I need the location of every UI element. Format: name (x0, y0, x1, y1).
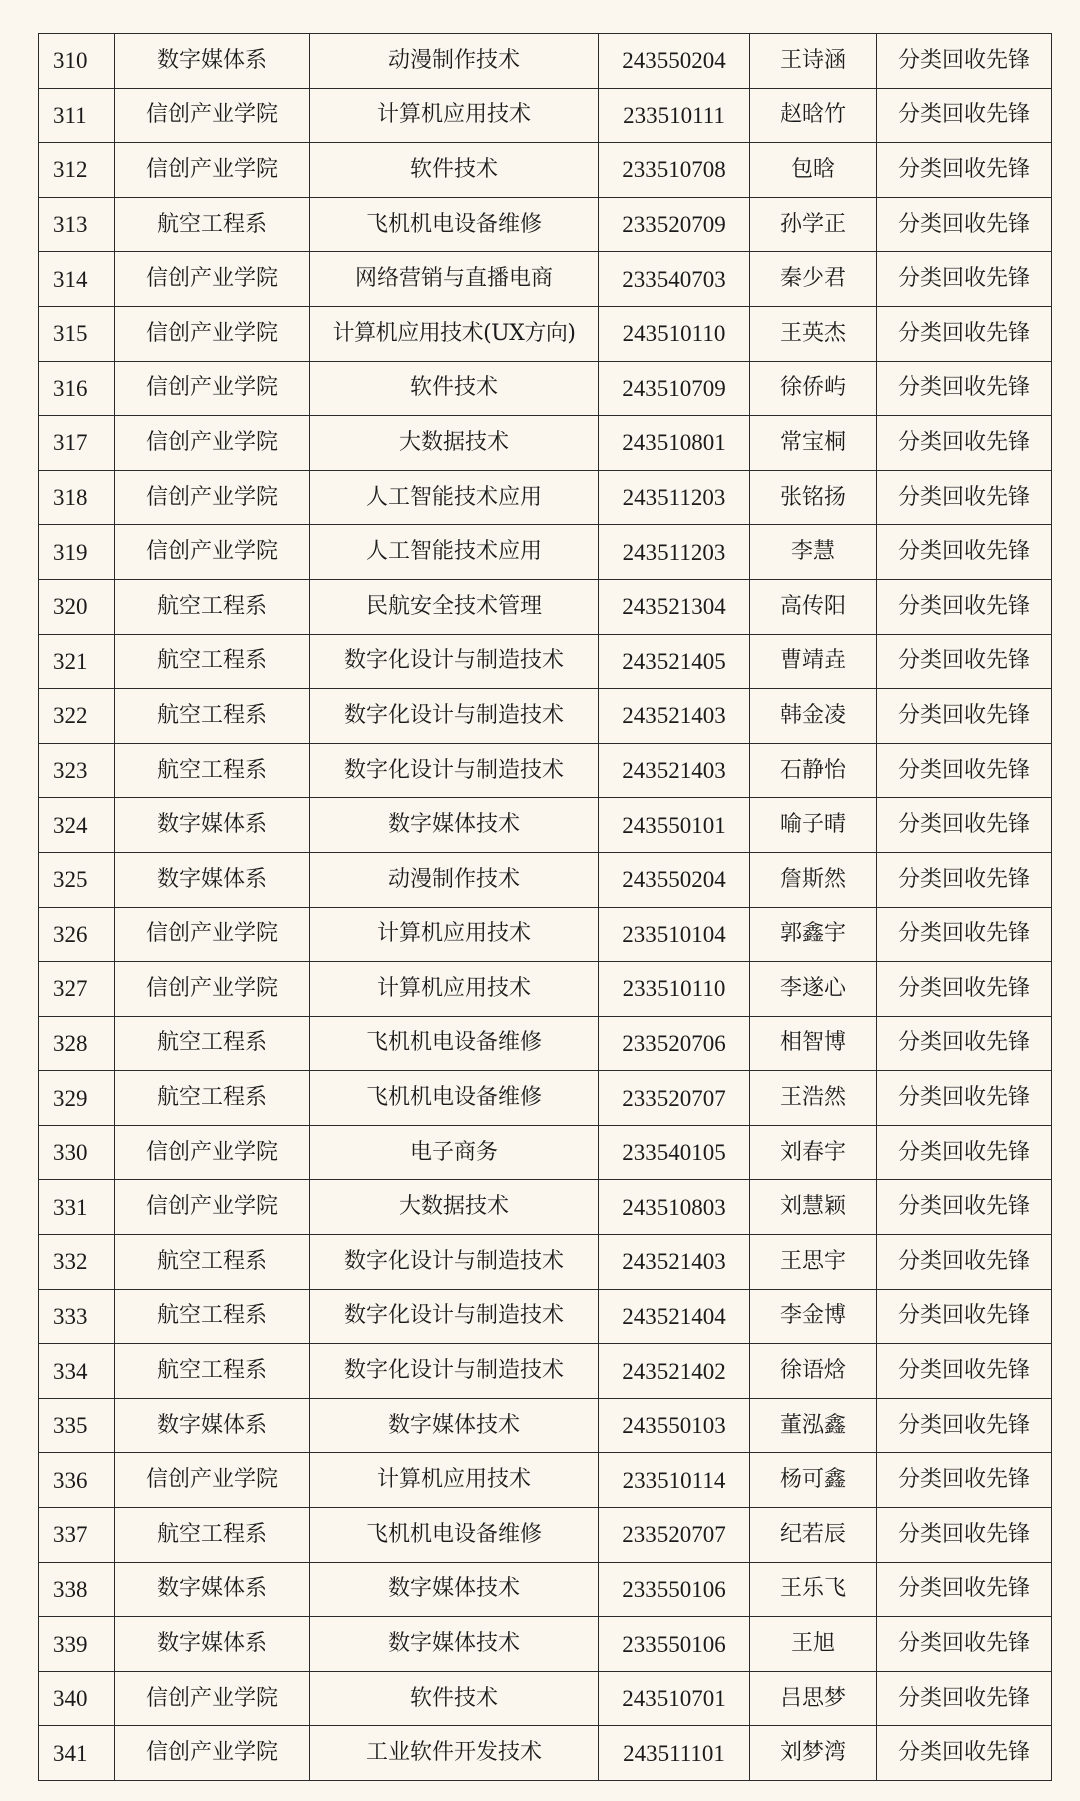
cell-student-name: 李遂心 (750, 962, 877, 1017)
table-row (39, 1726, 1052, 1781)
table-row (39, 907, 1052, 962)
cell-award: 分类回收先锋 (877, 143, 1052, 198)
cell-class-id: 233540105 (599, 1125, 750, 1180)
cell-department: 航空工程系 (115, 634, 310, 689)
cell-major: 计算机应用技术(UX方向) (310, 306, 599, 361)
cell-class-id: 243521304 (599, 579, 750, 634)
cell-student-name: 孙学正 (750, 197, 877, 252)
cell-class-id: 233510708 (599, 143, 750, 198)
cell-class-id: 233550106 (599, 1562, 750, 1617)
cell-award: 分类回收先锋 (877, 689, 1052, 744)
cell-class-id: 233520707 (599, 1508, 750, 1563)
table-row (39, 852, 1052, 907)
cell-student-name: 刘梦湾 (750, 1726, 877, 1781)
cell-award: 分类回收先锋 (877, 34, 1052, 89)
cell-serial-number: 322 (39, 689, 115, 744)
cell-class-id: 233520709 (599, 197, 750, 252)
cell-serial-number: 338 (39, 1562, 115, 1617)
cell-class-id: 243511101 (599, 1726, 750, 1781)
cell-major: 计算机应用技术 (310, 962, 599, 1017)
cell-class-id: 243511203 (599, 470, 750, 525)
cell-serial-number: 340 (39, 1671, 115, 1726)
cell-student-name: 王诗涵 (750, 34, 877, 89)
cell-department: 航空工程系 (115, 197, 310, 252)
award-roster-table (38, 33, 1052, 1781)
cell-student-name: 詹斯然 (750, 852, 877, 907)
cell-serial-number: 317 (39, 416, 115, 471)
table-row (39, 1508, 1052, 1563)
cell-department: 信创产业学院 (115, 1180, 310, 1235)
cell-student-name: 刘慧颖 (750, 1180, 877, 1235)
table-row (39, 1344, 1052, 1399)
cell-major: 大数据技术 (310, 416, 599, 471)
cell-class-id: 243510709 (599, 361, 750, 416)
cell-serial-number: 341 (39, 1726, 115, 1781)
cell-major: 网络营销与直播电商 (310, 252, 599, 307)
cell-department: 数字媒体系 (115, 1617, 310, 1672)
cell-award: 分类回收先锋 (877, 743, 1052, 798)
cell-student-name: 李慧 (750, 525, 877, 580)
cell-class-id: 233510110 (599, 962, 750, 1017)
table-row (39, 689, 1052, 744)
cell-class-id: 243521403 (599, 689, 750, 744)
cell-award: 分类回收先锋 (877, 579, 1052, 634)
cell-major: 飞机机电设备维修 (310, 197, 599, 252)
cell-department: 信创产业学院 (115, 416, 310, 471)
cell-award: 分类回收先锋 (877, 1562, 1052, 1617)
cell-award: 分类回收先锋 (877, 1235, 1052, 1290)
cell-department: 航空工程系 (115, 1289, 310, 1344)
cell-award: 分类回收先锋 (877, 1071, 1052, 1126)
table-row (39, 197, 1052, 252)
cell-major: 数字化设计与制造技术 (310, 1344, 599, 1399)
cell-student-name: 韩金凌 (750, 689, 877, 744)
cell-department: 数字媒体系 (115, 1562, 310, 1617)
cell-class-id: 243511203 (599, 525, 750, 580)
cell-department: 航空工程系 (115, 579, 310, 634)
cell-class-id: 243510801 (599, 416, 750, 471)
cell-major: 数字媒体技术 (310, 1398, 599, 1453)
cell-class-id: 243521403 (599, 743, 750, 798)
cell-award: 分类回收先锋 (877, 634, 1052, 689)
cell-serial-number: 334 (39, 1344, 115, 1399)
cell-award: 分类回收先锋 (877, 1671, 1052, 1726)
table-row (39, 1180, 1052, 1235)
cell-student-name: 郭鑫宇 (750, 907, 877, 962)
cell-department: 航空工程系 (115, 1508, 310, 1563)
roster-body (39, 34, 1052, 1781)
cell-serial-number: 311 (39, 88, 115, 143)
cell-award: 分类回收先锋 (877, 1398, 1052, 1453)
cell-serial-number: 315 (39, 306, 115, 361)
cell-serial-number: 337 (39, 1508, 115, 1563)
cell-award: 分类回收先锋 (877, 907, 1052, 962)
cell-serial-number: 331 (39, 1180, 115, 1235)
cell-major: 计算机应用技术 (310, 88, 599, 143)
cell-award: 分类回收先锋 (877, 1289, 1052, 1344)
cell-serial-number: 336 (39, 1453, 115, 1508)
cell-student-name: 王乐飞 (750, 1562, 877, 1617)
table-row (39, 143, 1052, 198)
cell-department: 信创产业学院 (115, 907, 310, 962)
table-row (39, 798, 1052, 853)
cell-student-name: 常宝桐 (750, 416, 877, 471)
cell-class-id: 233510104 (599, 907, 750, 962)
cell-award: 分类回收先锋 (877, 1453, 1052, 1508)
cell-class-id: 243521404 (599, 1289, 750, 1344)
cell-major: 数字化设计与制造技术 (310, 689, 599, 744)
cell-student-name: 王英杰 (750, 306, 877, 361)
cell-major: 数字媒体技术 (310, 1617, 599, 1672)
cell-serial-number: 326 (39, 907, 115, 962)
cell-award: 分类回收先锋 (877, 1344, 1052, 1399)
cell-award: 分类回收先锋 (877, 852, 1052, 907)
cell-award: 分类回收先锋 (877, 1125, 1052, 1180)
cell-major: 飞机机电设备维修 (310, 1508, 599, 1563)
table-row (39, 1071, 1052, 1126)
table-row (39, 1562, 1052, 1617)
cell-student-name: 高传阳 (750, 579, 877, 634)
cell-department: 航空工程系 (115, 1016, 310, 1071)
cell-major: 大数据技术 (310, 1180, 599, 1235)
table-row (39, 634, 1052, 689)
cell-serial-number: 310 (39, 34, 115, 89)
cell-major: 动漫制作技术 (310, 34, 599, 89)
table-row (39, 88, 1052, 143)
cell-award: 分类回收先锋 (877, 798, 1052, 853)
table-row (39, 306, 1052, 361)
cell-department: 数字媒体系 (115, 34, 310, 89)
cell-award: 分类回收先锋 (877, 1726, 1052, 1781)
table-row (39, 1453, 1052, 1508)
table-row (39, 361, 1052, 416)
table-row (39, 34, 1052, 89)
cell-student-name: 徐侨屿 (750, 361, 877, 416)
cell-major: 计算机应用技术 (310, 907, 599, 962)
cell-serial-number: 339 (39, 1617, 115, 1672)
cell-student-name: 相智博 (750, 1016, 877, 1071)
cell-class-id: 243521403 (599, 1235, 750, 1290)
table-row (39, 1125, 1052, 1180)
table-row (39, 470, 1052, 525)
cell-serial-number: 318 (39, 470, 115, 525)
cell-major: 软件技术 (310, 361, 599, 416)
cell-student-name: 吕思梦 (750, 1671, 877, 1726)
table-row (39, 1016, 1052, 1071)
cell-serial-number: 312 (39, 143, 115, 198)
cell-major: 人工智能技术应用 (310, 470, 599, 525)
table-row (39, 1398, 1052, 1453)
cell-major: 数字化设计与制造技术 (310, 1289, 599, 1344)
roster-sheet (38, 33, 1051, 1781)
cell-major: 民航安全技术管理 (310, 579, 599, 634)
cell-class-id: 233510114 (599, 1453, 750, 1508)
cell-major: 人工智能技术应用 (310, 525, 599, 580)
cell-class-id: 243521405 (599, 634, 750, 689)
cell-department: 信创产业学院 (115, 525, 310, 580)
cell-class-id: 243510701 (599, 1671, 750, 1726)
cell-department: 信创产业学院 (115, 143, 310, 198)
cell-serial-number: 333 (39, 1289, 115, 1344)
cell-award: 分类回收先锋 (877, 1617, 1052, 1672)
cell-award: 分类回收先锋 (877, 361, 1052, 416)
cell-serial-number: 323 (39, 743, 115, 798)
cell-student-name: 秦少君 (750, 252, 877, 307)
cell-student-name: 包晗 (750, 143, 877, 198)
cell-class-id: 243550204 (599, 34, 750, 89)
cell-major: 数字媒体技术 (310, 1562, 599, 1617)
cell-award: 分类回收先锋 (877, 306, 1052, 361)
table-row (39, 1617, 1052, 1672)
cell-award: 分类回收先锋 (877, 1508, 1052, 1563)
cell-department: 信创产业学院 (115, 1726, 310, 1781)
cell-class-id: 233510111 (599, 88, 750, 143)
cell-department: 信创产业学院 (115, 1453, 310, 1508)
cell-award: 分类回收先锋 (877, 197, 1052, 252)
cell-major: 飞机机电设备维修 (310, 1016, 599, 1071)
cell-award: 分类回收先锋 (877, 525, 1052, 580)
cell-department: 数字媒体系 (115, 1398, 310, 1453)
cell-class-id: 233520706 (599, 1016, 750, 1071)
cell-major: 计算机应用技术 (310, 1453, 599, 1508)
cell-major: 数字媒体技术 (310, 798, 599, 853)
cell-department: 信创产业学院 (115, 1125, 310, 1180)
cell-department: 航空工程系 (115, 1235, 310, 1290)
cell-serial-number: 328 (39, 1016, 115, 1071)
cell-serial-number: 327 (39, 962, 115, 1017)
cell-serial-number: 332 (39, 1235, 115, 1290)
cell-award: 分类回收先锋 (877, 1180, 1052, 1235)
cell-department: 数字媒体系 (115, 798, 310, 853)
cell-department: 航空工程系 (115, 1071, 310, 1126)
cell-department: 航空工程系 (115, 743, 310, 798)
cell-student-name: 赵晗竹 (750, 88, 877, 143)
cell-class-id: 233550106 (599, 1617, 750, 1672)
cell-award: 分类回收先锋 (877, 962, 1052, 1017)
cell-serial-number: 320 (39, 579, 115, 634)
cell-major: 数字化设计与制造技术 (310, 634, 599, 689)
cell-class-id: 243521402 (599, 1344, 750, 1399)
cell-student-name: 张铭扬 (750, 470, 877, 525)
cell-serial-number: 321 (39, 634, 115, 689)
table-row (39, 962, 1052, 1017)
cell-student-name: 石静怡 (750, 743, 877, 798)
cell-class-id: 243550101 (599, 798, 750, 853)
cell-student-name: 刘春宇 (750, 1125, 877, 1180)
cell-serial-number: 319 (39, 525, 115, 580)
cell-serial-number: 329 (39, 1071, 115, 1126)
cell-major: 软件技术 (310, 1671, 599, 1726)
cell-major: 工业软件开发技术 (310, 1726, 599, 1781)
cell-department: 信创产业学院 (115, 1671, 310, 1726)
cell-award: 分类回收先锋 (877, 1016, 1052, 1071)
cell-department: 信创产业学院 (115, 88, 310, 143)
cell-class-id: 243510110 (599, 306, 750, 361)
table-row (39, 1671, 1052, 1726)
cell-student-name: 王浩然 (750, 1071, 877, 1126)
table-row (39, 579, 1052, 634)
table-row (39, 416, 1052, 471)
table-row (39, 252, 1052, 307)
table-row (39, 525, 1052, 580)
cell-award: 分类回收先锋 (877, 416, 1052, 471)
table-row (39, 1289, 1052, 1344)
cell-department: 信创产业学院 (115, 252, 310, 307)
cell-department: 数字媒体系 (115, 852, 310, 907)
cell-major: 飞机机电设备维修 (310, 1071, 599, 1126)
cell-student-name: 董泓鑫 (750, 1398, 877, 1453)
cell-department: 信创产业学院 (115, 306, 310, 361)
cell-class-id: 243550103 (599, 1398, 750, 1453)
cell-major: 数字化设计与制造技术 (310, 1235, 599, 1290)
cell-department: 信创产业学院 (115, 361, 310, 416)
cell-student-name: 杨可鑫 (750, 1453, 877, 1508)
cell-major: 数字化设计与制造技术 (310, 743, 599, 798)
cell-student-name: 喻子晴 (750, 798, 877, 853)
cell-major: 动漫制作技术 (310, 852, 599, 907)
cell-class-id: 233540703 (599, 252, 750, 307)
cell-serial-number: 335 (39, 1398, 115, 1453)
cell-student-name: 纪若辰 (750, 1508, 877, 1563)
cell-class-id: 243550204 (599, 852, 750, 907)
cell-student-name: 王思宇 (750, 1235, 877, 1290)
cell-class-id: 233520707 (599, 1071, 750, 1126)
cell-department: 信创产业学院 (115, 470, 310, 525)
cell-serial-number: 316 (39, 361, 115, 416)
cell-award: 分类回收先锋 (877, 252, 1052, 307)
cell-serial-number: 314 (39, 252, 115, 307)
cell-department: 信创产业学院 (115, 962, 310, 1017)
cell-student-name: 李金博 (750, 1289, 877, 1344)
cell-award: 分类回收先锋 (877, 88, 1052, 143)
cell-student-name: 徐语焓 (750, 1344, 877, 1399)
table-row (39, 1235, 1052, 1290)
table-row (39, 743, 1052, 798)
cell-department: 航空工程系 (115, 689, 310, 744)
cell-serial-number: 330 (39, 1125, 115, 1180)
cell-student-name: 曹靖垚 (750, 634, 877, 689)
cell-class-id: 243510803 (599, 1180, 750, 1235)
cell-department: 航空工程系 (115, 1344, 310, 1399)
cell-major: 电子商务 (310, 1125, 599, 1180)
cell-serial-number: 325 (39, 852, 115, 907)
cell-serial-number: 324 (39, 798, 115, 853)
cell-serial-number: 313 (39, 197, 115, 252)
cell-student-name: 王旭 (750, 1617, 877, 1672)
cell-major: 软件技术 (310, 143, 599, 198)
cell-award: 分类回收先锋 (877, 470, 1052, 525)
